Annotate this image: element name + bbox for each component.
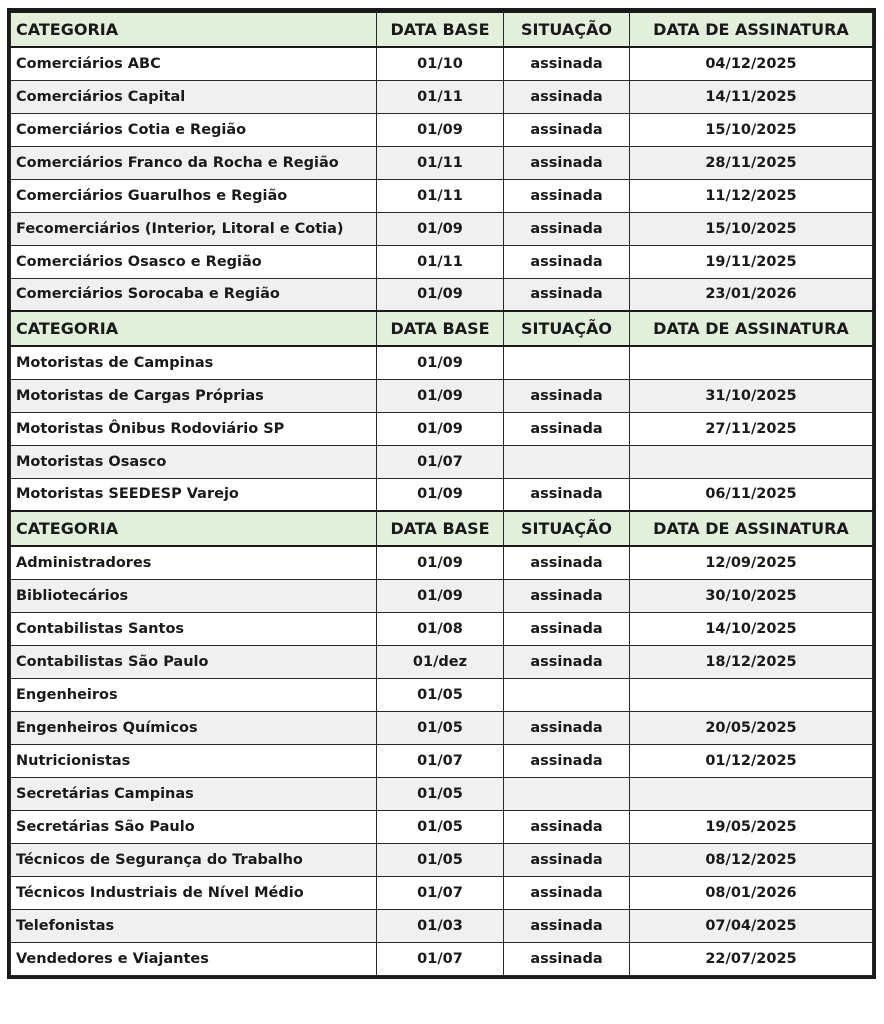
cell-categoria: Contabilistas São Paulo (11, 645, 377, 678)
cell-data-base: 01/dez (377, 645, 504, 678)
cell-situacao: assinada (504, 245, 630, 278)
cell-data-assinatura: 14/11/2025 (630, 80, 873, 113)
table-row (11, 412, 873, 445)
cell-categoria: Comerciários ABC (11, 47, 377, 80)
cell-situacao: assinada (504, 179, 630, 212)
table-row (11, 478, 873, 511)
table-row (11, 612, 873, 645)
cell-situacao: assinada (504, 47, 630, 80)
cell-situacao: assinada (504, 909, 630, 942)
cell-situacao: assinada (504, 645, 630, 678)
table-row (11, 909, 873, 942)
table-row (11, 346, 873, 379)
cell-categoria: Engenheiros (11, 678, 377, 711)
cell-situacao: assinada (504, 146, 630, 179)
cell-data-base: 01/05 (377, 678, 504, 711)
cell-situacao (504, 678, 630, 711)
cell-situacao (504, 445, 630, 478)
cell-data-base: 01/11 (377, 80, 504, 113)
table-row (11, 179, 873, 212)
cell-categoria: Telefonistas (11, 909, 377, 942)
table-row (11, 445, 873, 478)
cell-categoria: Comerciários Capital (11, 80, 377, 113)
table-row (11, 810, 873, 843)
cell-data-base: 01/09 (377, 346, 504, 379)
cell-situacao: assinada (504, 942, 630, 975)
header-data-assinatura: DATA DE ASSINATURA (630, 12, 873, 47)
cell-data-assinatura: 08/01/2026 (630, 876, 873, 909)
cell-data-assinatura: 06/11/2025 (630, 478, 873, 511)
cell-data-assinatura: 15/10/2025 (630, 212, 873, 245)
header-data-base: DATA BASE (377, 511, 504, 546)
cell-categoria: Comerciários Sorocaba e Região (11, 278, 377, 311)
table-row (11, 678, 873, 711)
header-categoria: CATEGORIA (11, 311, 377, 346)
cell-situacao: assinada (504, 80, 630, 113)
cell-data-base: 01/10 (377, 47, 504, 80)
cell-data-assinatura: 22/07/2025 (630, 942, 873, 975)
cell-categoria: Secretárias Campinas (11, 777, 377, 810)
cell-data-base: 01/09 (377, 546, 504, 579)
cell-data-base: 01/09 (377, 113, 504, 146)
cell-data-assinatura: 27/11/2025 (630, 412, 873, 445)
cell-categoria: Técnicos Industriais de Nível Médio (11, 876, 377, 909)
section-header-row (11, 311, 873, 346)
cell-categoria: Técnicos de Segurança do Trabalho (11, 843, 377, 876)
cell-categoria: Vendedores e Viajantes (11, 942, 377, 975)
cell-categoria: Administradores (11, 546, 377, 579)
cell-data-base: 01/09 (377, 212, 504, 245)
cell-situacao: assinada (504, 113, 630, 146)
table-row (11, 942, 873, 975)
cell-data-base: 01/07 (377, 876, 504, 909)
cell-situacao: assinada (504, 478, 630, 511)
table-row (11, 645, 873, 678)
cell-data-assinatura (630, 678, 873, 711)
cell-data-assinatura: 18/12/2025 (630, 645, 873, 678)
cell-situacao: assinada (504, 278, 630, 311)
table-row (11, 113, 873, 146)
cell-categoria: Motoristas de Cargas Próprias (11, 379, 377, 412)
table-body (11, 12, 873, 975)
header-data-base: DATA BASE (377, 12, 504, 47)
cell-data-base: 01/11 (377, 179, 504, 212)
cell-data-assinatura (630, 346, 873, 379)
cell-data-assinatura (630, 445, 873, 478)
cell-data-assinatura (630, 777, 873, 810)
cell-data-assinatura: 15/10/2025 (630, 113, 873, 146)
cell-data-base: 01/07 (377, 744, 504, 777)
table-row (11, 80, 873, 113)
cell-data-assinatura: 11/12/2025 (630, 179, 873, 212)
cell-categoria: Motoristas Osasco (11, 445, 377, 478)
header-data-base: DATA BASE (377, 311, 504, 346)
cell-data-base: 01/07 (377, 445, 504, 478)
cell-categoria: Secretárias São Paulo (11, 810, 377, 843)
cell-situacao (504, 777, 630, 810)
cell-categoria: Contabilistas Santos (11, 612, 377, 645)
cell-data-base: 01/05 (377, 810, 504, 843)
cell-data-base: 01/11 (377, 146, 504, 179)
cell-data-base: 01/11 (377, 245, 504, 278)
table-row (11, 579, 873, 612)
table-row (11, 278, 873, 311)
header-data-assinatura: DATA DE ASSINATURA (630, 511, 873, 546)
cell-categoria: Comerciários Cotia e Região (11, 113, 377, 146)
cell-categoria: Bibliotecários (11, 579, 377, 612)
cell-situacao: assinada (504, 810, 630, 843)
cell-categoria: Motoristas de Campinas (11, 346, 377, 379)
section-header-row (11, 511, 873, 546)
cell-situacao: assinada (504, 744, 630, 777)
cell-data-base: 01/09 (377, 278, 504, 311)
cell-situacao: assinada (504, 612, 630, 645)
cell-data-assinatura: 23/01/2026 (630, 278, 873, 311)
cell-data-assinatura: 08/12/2025 (630, 843, 873, 876)
cell-data-assinatura: 12/09/2025 (630, 546, 873, 579)
cell-categoria: Comerciários Osasco e Região (11, 245, 377, 278)
cell-data-assinatura: 28/11/2025 (630, 146, 873, 179)
cell-categoria: Motoristas Ônibus Rodoviário SP (11, 412, 377, 445)
cell-data-assinatura: 07/04/2025 (630, 909, 873, 942)
cell-categoria: Motoristas SEEDESP Varejo (11, 478, 377, 511)
table-row (11, 777, 873, 810)
cell-data-assinatura: 31/10/2025 (630, 379, 873, 412)
agreements-table (10, 11, 873, 976)
cell-situacao: assinada (504, 843, 630, 876)
cell-situacao (504, 346, 630, 379)
collective-agreements-table (7, 8, 876, 979)
cell-data-base: 01/08 (377, 612, 504, 645)
header-situacao: SITUAÇÃO (504, 511, 630, 546)
cell-categoria: Engenheiros Químicos (11, 711, 377, 744)
table-row (11, 744, 873, 777)
cell-situacao: assinada (504, 876, 630, 909)
header-situacao: SITUAÇÃO (504, 311, 630, 346)
cell-data-assinatura: 20/05/2025 (630, 711, 873, 744)
table-row (11, 212, 873, 245)
cell-categoria: Comerciários Guarulhos e Região (11, 179, 377, 212)
cell-data-base: 01/05 (377, 777, 504, 810)
cell-data-base: 01/09 (377, 579, 504, 612)
cell-data-base: 01/05 (377, 843, 504, 876)
table-row (11, 876, 873, 909)
header-categoria: CATEGORIA (11, 511, 377, 546)
cell-data-base: 01/09 (377, 478, 504, 511)
cell-situacao: assinada (504, 711, 630, 744)
header-categoria: CATEGORIA (11, 12, 377, 47)
cell-data-assinatura: 14/10/2025 (630, 612, 873, 645)
cell-categoria: Fecomerciários (Interior, Litoral e Cotia) (11, 212, 377, 245)
cell-situacao: assinada (504, 579, 630, 612)
cell-data-base: 01/09 (377, 412, 504, 445)
cell-data-base: 01/07 (377, 942, 504, 975)
table-row (11, 546, 873, 579)
cell-situacao: assinada (504, 412, 630, 445)
cell-categoria: Nutricionistas (11, 744, 377, 777)
table-row (11, 245, 873, 278)
cell-situacao: assinada (504, 546, 630, 579)
cell-data-base: 01/09 (377, 379, 504, 412)
header-data-assinatura: DATA DE ASSINATURA (630, 311, 873, 346)
cell-data-assinatura: 19/11/2025 (630, 245, 873, 278)
cell-situacao: assinada (504, 212, 630, 245)
table-row (11, 843, 873, 876)
cell-data-base: 01/03 (377, 909, 504, 942)
table-row (11, 146, 873, 179)
table-row (11, 711, 873, 744)
table-row (11, 47, 873, 80)
cell-data-assinatura: 30/10/2025 (630, 579, 873, 612)
cell-data-assinatura: 19/05/2025 (630, 810, 873, 843)
header-situacao: SITUAÇÃO (504, 12, 630, 47)
cell-data-assinatura: 04/12/2025 (630, 47, 873, 80)
cell-categoria: Comerciários Franco da Rocha e Região (11, 146, 377, 179)
cell-data-base: 01/05 (377, 711, 504, 744)
cell-data-assinatura: 01/12/2025 (630, 744, 873, 777)
cell-situacao: assinada (504, 379, 630, 412)
section-header-row (11, 12, 873, 47)
table-row (11, 379, 873, 412)
